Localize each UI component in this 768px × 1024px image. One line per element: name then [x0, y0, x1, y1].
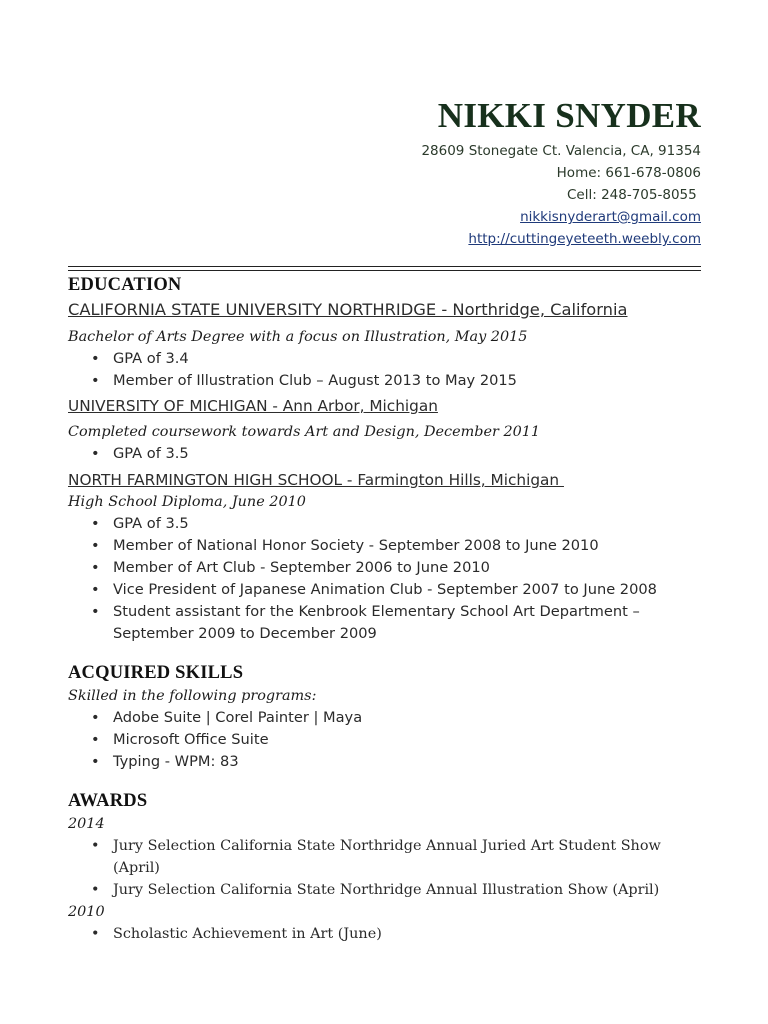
bullet-icon: •	[91, 753, 100, 770]
list-item-text: GPA of 3.4	[113, 350, 189, 367]
list-item	[91, 443, 701, 465]
bullet-icon: •	[91, 709, 100, 726]
award-year: 2014	[68, 816, 105, 832]
list-item	[91, 513, 701, 535]
list-item-text: Jury Selection California State Northridge Annual Juried Art Student Show (April)	[113, 838, 661, 876]
list-item	[91, 751, 701, 773]
list-item	[91, 729, 701, 751]
cell-phone: Cell: 248-705-8055	[567, 187, 701, 203]
award-year: 2010	[68, 904, 105, 920]
degree: High School Diploma, June 2010	[68, 494, 306, 510]
skills-list	[68, 707, 701, 773]
list-item	[91, 707, 701, 729]
bullet-icon: •	[91, 926, 100, 942]
bullet-icon: •	[91, 515, 100, 532]
list-item	[91, 923, 701, 945]
list-item-text: Scholastic Achievement in Art (June)	[113, 926, 382, 942]
bullet-icon: •	[91, 537, 100, 554]
list-item	[91, 601, 701, 645]
education-bullets	[68, 443, 701, 465]
list-item-text: Typing - WPM: 83	[113, 753, 239, 770]
bullet-icon: •	[91, 559, 100, 576]
list-item	[91, 557, 701, 579]
list-item-text: GPA of 3.5	[113, 445, 189, 462]
school-name: NORTH FARMINGTON HIGH SCHOOL - Farmington Hills, Michigan	[68, 471, 564, 489]
resume-body	[68, 273, 701, 945]
address: 28609 Stonegate Ct. Valencia, CA, 91354	[421, 143, 701, 159]
list-item-text: Jury Selection California State Northridge Annual Illustration Show (April)	[113, 882, 660, 898]
bullet-icon: •	[91, 603, 100, 620]
school-name: UNIVERSITY OF MICHIGAN - Ann Arbor, Michigan	[68, 397, 438, 415]
resume-page	[68, 0, 701, 1024]
list-item	[91, 579, 701, 601]
list-item-text: Member of Art Club - September 2006 to June 2010	[113, 559, 490, 576]
school-name: CALIFORNIA STATE UNIVERSITY NORTHRIDGE - Northridge, California	[68, 300, 628, 319]
list-item	[91, 879, 701, 901]
education-heading: EDUCATION	[68, 275, 182, 295]
bullet-icon: •	[91, 838, 100, 854]
list-item-text: Member of National Honor Society - September 2008 to June 2010	[113, 537, 599, 554]
degree: Bachelor of Arts Degree with a focus on Illustration, May 2015	[68, 329, 528, 345]
list-item-text: Member of Illustration Club – August 2013 to May 2015	[113, 372, 517, 389]
bullet-icon: •	[91, 581, 100, 598]
email-link[interactable]: nikkisnyderart@gmail.com	[520, 209, 701, 225]
list-item-text: Vice President of Japanese Animation Club - September 2007 to June 2008	[113, 581, 657, 598]
email-row	[421, 206, 701, 228]
awards-list	[68, 835, 701, 901]
website-link[interactable]: http://cuttingeyeteeth.weebly.com	[468, 231, 701, 247]
list-item	[91, 348, 701, 370]
education-bullets	[68, 348, 701, 392]
bullet-icon: •	[91, 731, 100, 748]
list-item-text: Student assistant for the Kenbrook Elementary School Art Department – September 2009 to December 2009	[113, 603, 640, 642]
list-item-text: Adobe Suite | Corel Painter | Maya	[113, 709, 363, 726]
resume-header	[421, 96, 701, 250]
list-item	[91, 835, 701, 879]
website-row	[421, 228, 701, 250]
awards-list	[68, 923, 701, 945]
education-bullets	[68, 513, 701, 645]
list-item	[91, 370, 701, 392]
bullet-icon: •	[91, 350, 100, 367]
bullet-icon: •	[91, 882, 100, 898]
list-item-text: Microsoft Office Suite	[113, 731, 269, 748]
header-divider	[68, 266, 701, 271]
awards-heading: AWARDS	[68, 791, 148, 811]
skills-heading: ACQUIRED SKILLS	[68, 663, 244, 683]
list-item-text: GPA of 3.5	[113, 515, 189, 532]
home-phone: Home: 661-678-0806	[556, 165, 701, 181]
list-item	[91, 535, 701, 557]
skills-intro: Skilled in the following programs:	[68, 688, 317, 704]
candidate-name: NIKKI SNYDER	[437, 96, 701, 135]
bullet-icon: •	[91, 445, 100, 462]
degree: Completed coursework towards Art and Design, December 2011	[68, 424, 541, 440]
bullet-icon: •	[91, 372, 100, 389]
